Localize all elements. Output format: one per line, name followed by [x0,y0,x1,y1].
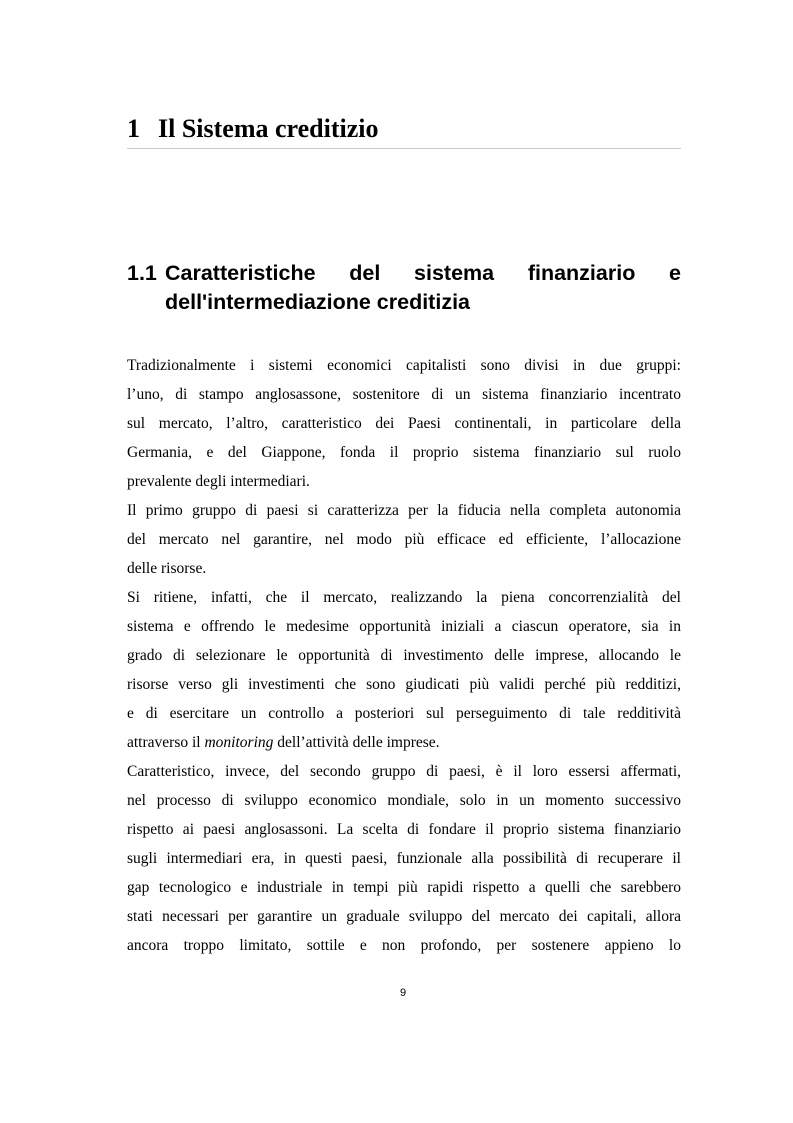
body-line [127,728,681,757]
body-line: ancora troppo limitato, sottile e non profondo, per sostenere appieno lo [127,937,681,954]
body-text-run: dell’attività delle imprese. [273,734,440,751]
body-line: grado di selezionare le opportunità di investimento delle imprese, allocando le [127,647,681,664]
body-line: l’uno, di stampo anglosassone, sostenitore di un sistema finanziario incentrato [127,386,681,403]
body-line: sistema e offrendo le medesime opportunità iniziali a ciascun operatore, sia in [127,618,681,635]
section-number: 1.1 [127,261,157,285]
body-line: Il primo gruppo di paesi si caratterizza per la fiducia nella completa autonomia [127,502,681,519]
section-title-line-2: dell'intermediazione creditizia [165,290,470,314]
body-line: Caratteristico, invece, del secondo gruppo di paesi, è il loro essersi affermati, [127,763,681,780]
chapter-title: Il Sistema creditizio [158,114,379,143]
section-title-word: finanziario [527,261,636,285]
body-line: Germania, e del Giappone, fonda il proprio sistema finanziario sul ruolo [127,444,681,461]
body-line: nel processo di sviluppo economico mondiale, solo in un momento successivo [127,792,681,809]
chapter-heading [127,113,681,149]
section-title-word: del [349,261,381,285]
body-line: delle risorse. [127,560,207,577]
body-text [127,351,681,960]
body-line: gap tecnologico e industriale in tempi più rapidi rispetto a quelli che sarebbero [127,879,681,896]
body-line: del mercato nel garantire, nel modo più efficace ed efficiente, l’allocazione [127,531,681,548]
body-line: sul mercato, l’altro, caratteristico dei Paesi continentali, in particolare della [127,415,681,432]
body-line: e di esercitare un controllo a posteriori sul perseguimento di tale redditività [127,705,681,722]
body-line: risorse verso gli investimenti che sono giudicati più validi perché più redditizi, [127,676,681,693]
chapter-number: 1 [127,114,140,143]
section-title-word: e [669,261,681,285]
section-title-line-1 [165,259,681,288]
page-number: 9 [399,987,407,999]
body-line: prevalente degli intermediari. [127,473,310,490]
body-line: Si ritiene, infatti, che il mercato, realizzando la piena concorrenzialità del [127,589,681,606]
section-title-word: sistema [414,261,495,285]
body-text-run: attraverso il [127,734,205,751]
body-line: stati necessari per garantire un graduale sviluppo del mercato dei capitali, allora [127,908,681,925]
body-line: Tradizionalmente i sistemi economici capitalisti sono divisi in due gruppi: [127,357,681,374]
section-title [165,259,681,317]
body-line: rispetto ai paesi anglosassoni. La scelta di fondare il proprio sistema finanziario [127,821,681,838]
body-line: sugli intermediari era, in questi paesi, funzionale alla possibilità di recuperare il [127,850,681,867]
body-italic-term: monitoring [204,734,274,751]
section-title-word: Caratteristiche [165,261,316,285]
